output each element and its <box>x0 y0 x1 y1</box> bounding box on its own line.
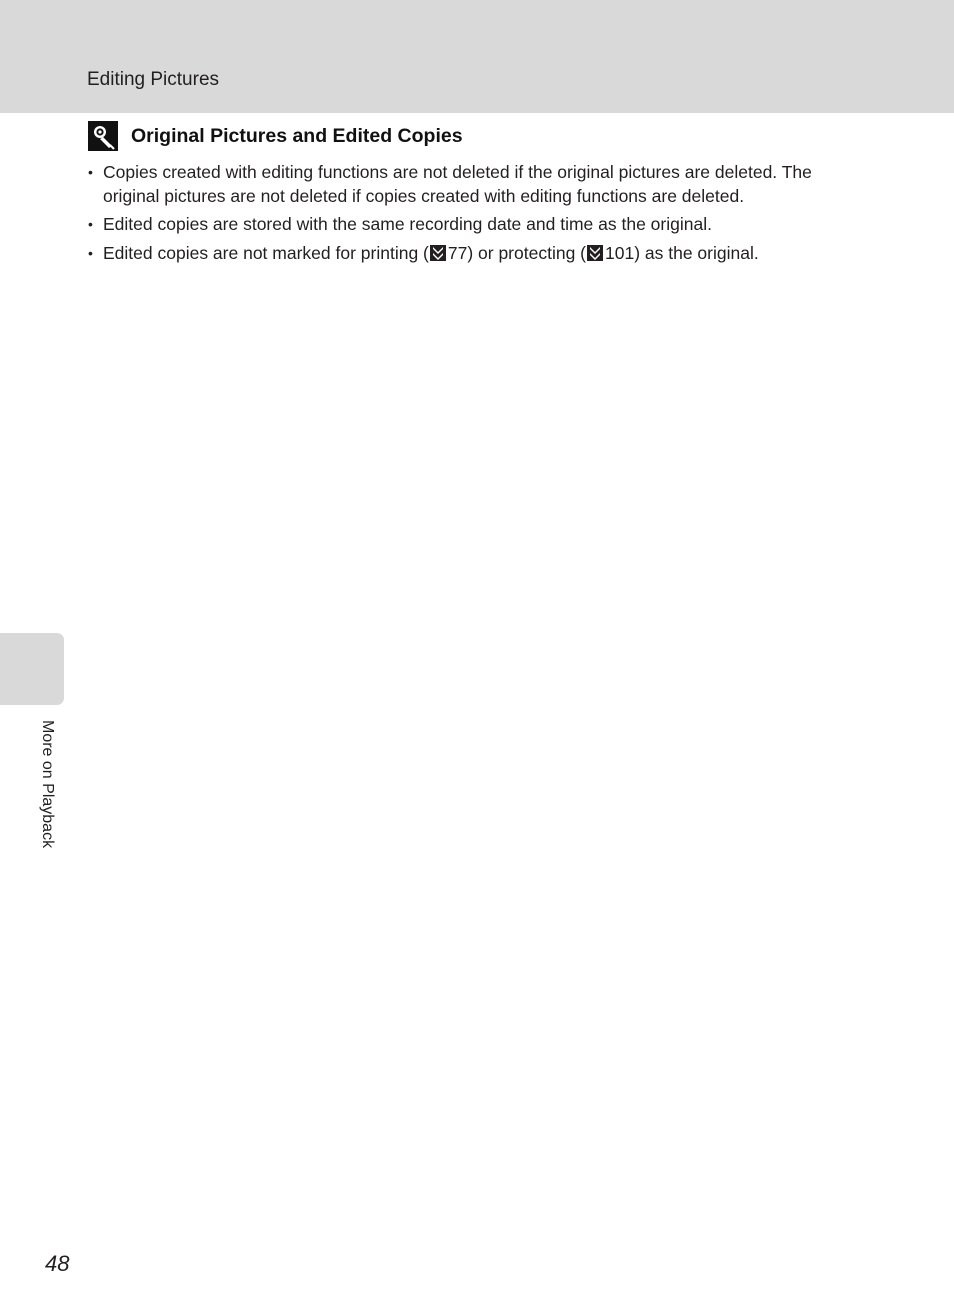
bullet-icon: • <box>88 164 93 180</box>
page-header-title: Editing Pictures <box>87 69 220 90</box>
bullet-text-part: 101) as the original. <box>605 242 759 263</box>
bullet-icon: • <box>88 244 93 261</box>
section-heading <box>88 120 463 152</box>
list-item <box>88 242 848 266</box>
bullet-list <box>88 161 848 270</box>
page-reference-icon <box>430 244 446 260</box>
bullet-text: Edited copies are stored with the same recording date and time as the original. <box>103 214 712 234</box>
note-icon <box>88 121 118 151</box>
section-title: Original Pictures and Edited Copies <box>131 124 463 147</box>
list-item <box>88 213 848 237</box>
bullet-text-part: 77) or protecting ( <box>447 242 586 263</box>
list-item <box>88 161 848 208</box>
header-band <box>0 0 954 113</box>
page-reference-icon <box>587 244 603 260</box>
side-tab-label: More on Playback <box>39 720 56 849</box>
page-number: 48 <box>45 1251 70 1276</box>
bullet-text: Copies created with editing functions are not deleted if the original pictures are deleted. The original pictures are not deleted if copies created with editing functions are deleted. <box>103 162 812 206</box>
bullet-icon: • <box>88 216 93 232</box>
bullet-text-part: Edited copies are not marked for printing ( <box>103 242 429 263</box>
side-tab <box>0 633 64 705</box>
